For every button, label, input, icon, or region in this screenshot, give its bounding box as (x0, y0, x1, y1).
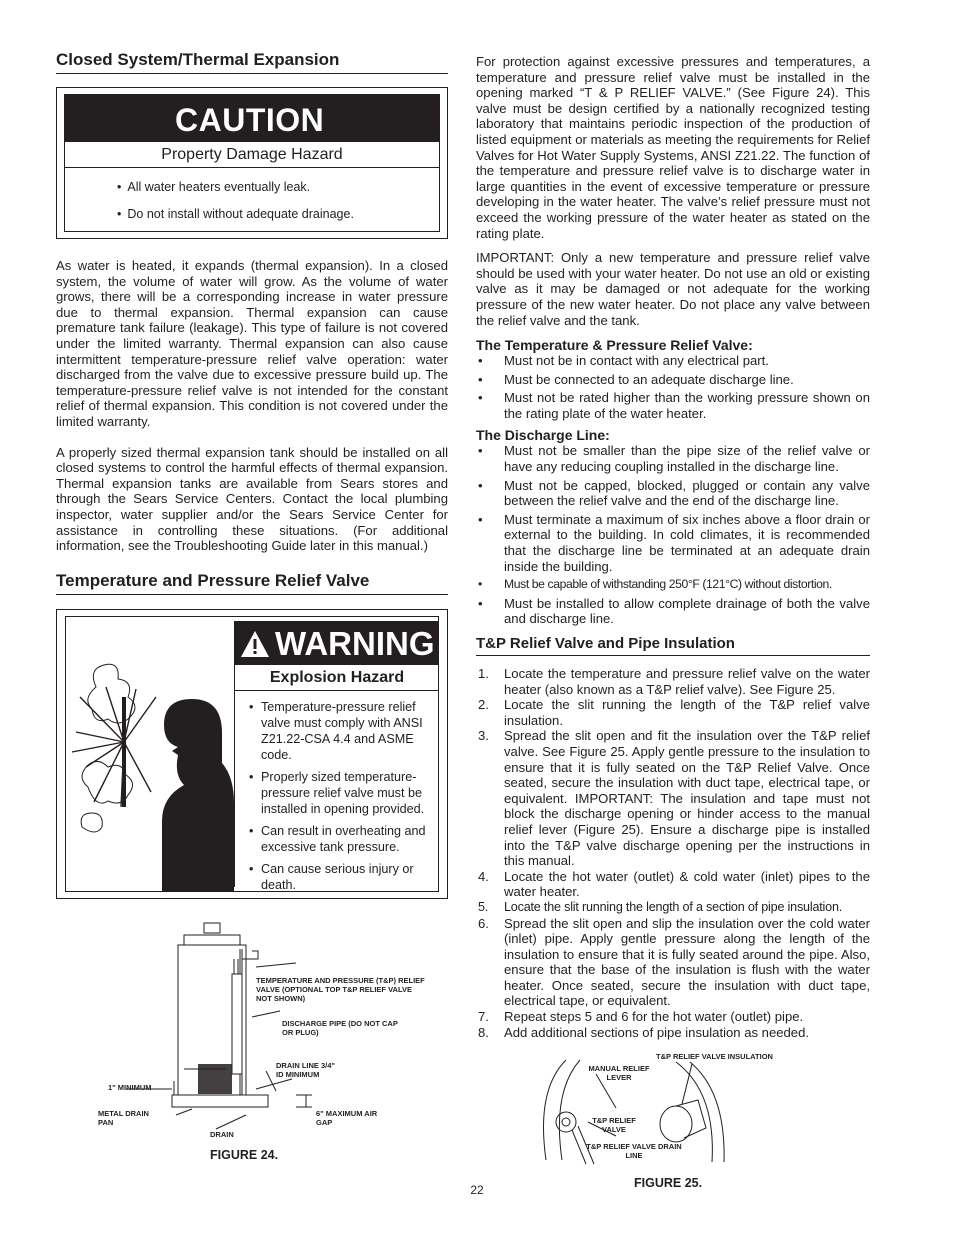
list-item: • Must be installed to allow complete drainage of both the valve and discharge line. (476, 596, 870, 627)
caution-item: • All water heaters eventually leak. (117, 180, 439, 194)
tp-protection-paragraph: For protection against excessive pressures and temperatures, a temperature and pressure relief valve must be installed in the opening marked “T & P RELIEF VALVE.” (See Figure 24). This valve must be design certified by a nationally recognized testing laboratory that maintains periodic inspection of the production of listed equipment or materials as meeting the requirements for Relief Valves for Hot Water Supply Systems, ANSI Z21.22. The function of the temperature and pressure relief valve is to discharge water in large quantities in the event of excessive temperature or pressure developing in the water heater. The valve’s relief pressure must not exceed the working pressure of the water heater as stated on the rating plate. (476, 54, 870, 241)
step-item: 3. Spread the slit open and fit the insulation over the T&P relief valve. See Figure 25. Apply gentle pressure to the insulation to ensure that it is fully seated on the T&P Relief Valve. Once seated, secure the insulation with duct tape, electrical tape, or equivalent. IMPORTANT: The insulation and tape must not block the discharge opening or hinder access to the manual relief lever (Figure 25). Ensure a discharge pipe is installed into the T&P valve discharge opening per the instructions in this manual. (478, 728, 870, 869)
fig24-discharge-label: DISCHARGE PIPE (DO NOT CAP OR PLUG) (282, 1018, 398, 1037)
figure-25 (476, 1052, 870, 1196)
fig25-insulation-label: T&P RELIEF VALVE INSULATION (656, 1052, 773, 1062)
fig25-lever-label: MANUAL RELIEF LEVER (588, 1064, 650, 1083)
warning-item: • Can result in overheating and excessive tank pressure. (249, 823, 433, 855)
warning-list (235, 691, 439, 893)
tp-valve-subheading: The Temperature & Pressure Relief Valve: (476, 337, 753, 354)
warning-triangle-icon (239, 629, 271, 659)
fig25-valve-label: T&P RELIEF VALVE (592, 1116, 636, 1135)
list-item: • Must be connected to an adequate discharge line. (476, 372, 870, 388)
list-item: • Must not be smaller than the pipe size of the relief valve or have any reducing coupling installed in the discharge line. (476, 443, 870, 474)
step-item: 8. Add additional sections of pipe insulation as needed. (478, 1024, 810, 1040)
caution-list (65, 168, 439, 231)
closed-system-heading: Closed System/Thermal Expansion (56, 50, 448, 74)
explosion-hazard-illustration (66, 617, 234, 891)
warning-box (56, 609, 448, 899)
step-item: 6. Spread the slit open and slip the insulation over the cold water (inlet) pipe. Apply gentle pressure along the length of the insulation to ensure that it is fully seated around the pipe. Also, ensure that the base of the insulation is flush with the water heater. Once seated, secure the insulation with duct tape, electrical tape, or equivalent. (478, 915, 870, 1009)
step-item: 7. Repeat steps 5 and 6 for the hot water (outlet) pipe. (478, 1009, 804, 1025)
warning-item: • Temperature-pressure relief valve must comply with ANSI Z21.22-CSA 4.4 and ASME code. (249, 699, 433, 763)
figure-24 (56, 919, 448, 1179)
list-item: • Must not be rated higher than the working pressure shown on the rating plate of the water heater. (476, 390, 870, 421)
tp-valve-list (476, 353, 870, 421)
discharge-line-subheading: The Discharge Line: (476, 427, 610, 444)
list-item: • Must not be in contact with any electrical part. (476, 353, 870, 369)
page-number: 22 (470, 1183, 484, 1197)
discharge-line-list (476, 443, 870, 627)
expansion-tank-paragraph: A properly sized thermal expansion tank should be installed on all closed systems to control the harmful effects of thermal expansion. Thermal expansion tanks are available from Sears stores and through the Sears Service Centers. Contact the local plumbing inspector, water supplier and/or the Sears Service Center for assistance in controlling these situations. (For additional information, see the Troubleshooting Guide later in this manual.) (56, 444, 448, 554)
warning-item: • Properly sized temperature-pressure relief valve must be installed in opening provided. (249, 769, 433, 817)
figure-24-caption: FIGURE 24. (210, 1147, 279, 1162)
insulation-steps (476, 666, 870, 1040)
list-item: • Must not be capped, blocked, plugged or contain any valve between the relief valve and the end of the discharge line. (476, 478, 870, 509)
fig24-air-gap-label: 6" MAXIMUM AIR GAP (316, 1108, 378, 1127)
left-column (56, 50, 448, 1179)
figure-25-caption: FIGURE 25. (634, 1176, 703, 1191)
warning-subheader: Explosion Hazard (235, 665, 439, 691)
caution-box (56, 87, 448, 239)
right-column (476, 54, 870, 1196)
list-item: • Must be capable of withstanding 250°F (121°C) without distortion. (476, 577, 870, 593)
tp-valve-heading: Temperature and Pressure Relief Valve (56, 571, 448, 595)
step-item: 4. Locate the hot water (outlet) & cold water (inlet) pipes to the water heater. (478, 868, 870, 900)
fig24-drain-pan-label: METAL DRAIN PAN (98, 1108, 149, 1127)
important-paragraph: IMPORTANT: Only a new temperature and pressure relief valve should be used with your water heater. Do not use an old or existing valve as it may be damaged or not adequate for the working pressure of the new water heater. Do not place any valve between the relief valve and the tank. (476, 250, 870, 328)
caution-item: • Do not install without adequate drainage. (117, 207, 439, 221)
warning-item: • Can cause serious injury or death. (249, 861, 433, 893)
fig24-drain-label: DRAIN (210, 1129, 234, 1139)
step-item: 5. Locate the slit running the length of a section of pipe insulation. (478, 899, 843, 914)
warning-header: WARNING (275, 624, 435, 662)
fig25-drain-label: T&P RELIEF VALVE DRAIN LINE (586, 1142, 682, 1161)
fig24-minimum-label: 1" MINIMUM (108, 1082, 152, 1092)
insulation-heading: T&P Relief Valve and Pipe Insulation (476, 635, 870, 656)
thermal-expansion-paragraph: As water is heated, it expands (thermal expansion). In a closed system, the volume of water will grow. As the volume of water grows, there will be a corresponding increase in water pressure due to thermal expansion. Thermal expansion can cause premature tank failure (leakage). This type of failure is not covered under the limited warranty. Thermal expansion can also cause intermittent temperature-pressure relief valve operation: water discharged from the valve due to excessive pressure build up. The temperature-pressure relief valve is not intended for the constant relief of thermal expansion. This condition is not covered under the limited warranty. (56, 258, 448, 429)
caution-subheader: Property Damage Hazard (65, 142, 439, 168)
fig24-tp-valve-label: TEMPERATURE AND PRESSURE (T&P) RELIEF VALVE (OPTIONAL TOP T&P RELIEF VALVE NOT SHOWN) (256, 975, 425, 1003)
caution-header: CAUTION (65, 95, 439, 142)
fig24-drain-line-label: DRAIN LINE 3/4" ID MINIMUM (276, 1060, 335, 1079)
step-item: 2. Locate the slit running the length of the T&P relief valve insulation. (478, 697, 870, 728)
list-item: • Must terminate a maximum of six inches above a floor drain or external to the building. In cold climates, it is recommended that the discharge line be terminated at an adequate drain inside the building. (476, 512, 870, 574)
step-item: 1. Locate the temperature and pressure relief valve on the water heater (also known as a T&P relief valve). See Figure 25. (478, 666, 870, 697)
